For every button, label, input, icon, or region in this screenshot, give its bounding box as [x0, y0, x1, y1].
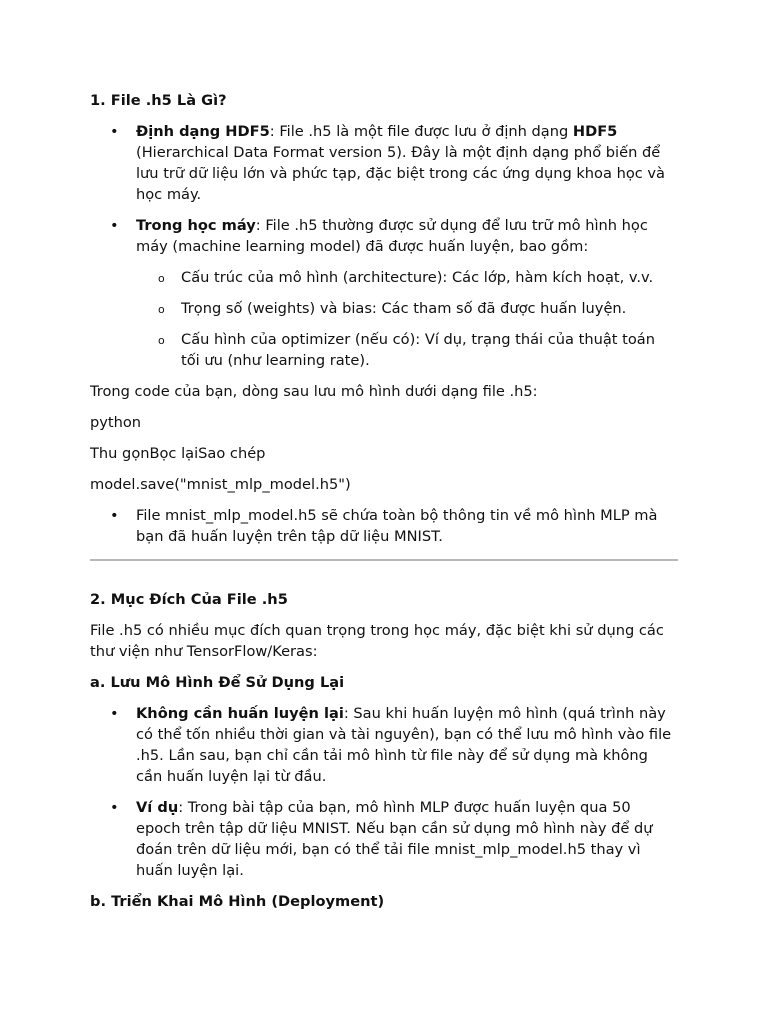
list-item: [90, 703, 678, 787]
subsection-a-heading: a. Lưu Mô Hình Để Sử Dụng Lại: [90, 674, 345, 691]
section-2-heading: 2. Mục Đích Của File .h5: [90, 591, 288, 608]
item-text: : File .h5 là một file được lưu ở định dạng: [269, 123, 573, 140]
divider: [90, 559, 678, 561]
bold-term: Trong học máy: [136, 217, 256, 234]
list-item: [90, 797, 678, 881]
list-item: • File mnist_mlp_model.h5 sẽ chứa toàn bộ thông tin về mô hình MLP mà bạn đã huấn luyện trên tập dữ liệu MNIST.: [90, 505, 678, 547]
section-2-list: [90, 703, 678, 881]
bold-term: HDF5: [572, 123, 618, 140]
code-language: python: [90, 414, 142, 431]
list-item: [90, 215, 678, 257]
bold-term: Định dạng HDF5: [136, 123, 270, 140]
item-text: : File .h5 thường được sử dụng để lưu trữ mô hình học máy (machine learning model) đã được huấn luyện, bao gồm:: [136, 217, 648, 255]
paragraph: File .h5 có nhiều mục đích quan trọng trong học máy, đặc biệt khi sử dụng các thư viện như TensorFlow/Keras:: [90, 622, 664, 660]
bold-term: Không cần huấn luyện lại: [136, 705, 344, 722]
item-text: (Hierarchical Data Format version 5). Đây là một định dạng phổ biến để lưu trữ dữ liệu lớn và phức tạp, đặc biệt trong các ứng dụng khoa học và học máy.: [136, 144, 665, 203]
code-line: model.save("mnist_mlp_model.h5"): [90, 476, 351, 493]
sub-list-item: o Cấu hình của optimizer (nếu có): Ví dụ, trạng thái của thuật toán tối ưu (như learning rate).: [90, 329, 678, 371]
item-text: : Sau khi huấn luyện mô hình (quá trình này có thể tốn nhiều thời gian và tài nguyên), bạn có thể lưu mô hình vào file .h5. Lần sau, bạn chỉ cần tải mô hình từ file này để sử dụng mà không cần huấn luyện lại từ đầu.: [136, 705, 672, 785]
bold-term: Ví dụ: [136, 799, 179, 816]
section-1-list: [90, 121, 678, 257]
sub-list: [90, 267, 678, 371]
code-actions: Thu gọnBọc lạiSao chép: [90, 445, 266, 462]
sub-list-item: o Cấu trúc của mô hình (architecture): Các lớp, hàm kích hoạt, v.v.: [90, 267, 678, 288]
sub-list-item: o Trọng số (weights) và bias: Các tham số đã được huấn luyện.: [90, 298, 678, 319]
section-1-list-2: [90, 505, 678, 547]
list-item: [90, 121, 678, 205]
section-1-heading: 1. File .h5 Là Gì?: [90, 92, 227, 109]
subsection-b-heading: b. Triển Khai Mô Hình (Deployment): [90, 893, 385, 910]
item-text: : Trong bài tập của bạn, mô hình MLP được huấn luyện qua 50 epoch trên tập dữ liệu MNIST. Nếu bạn cần sử dụng mô hình này để dự đoán trên dữ liệu mới, bạn có thể tải file mnist_mlp_model.h5 thay vì huấn luyện lại.: [136, 799, 653, 879]
paragraph: Trong code của bạn, dòng sau lưu mô hình dưới dạng file .h5:: [90, 383, 538, 400]
